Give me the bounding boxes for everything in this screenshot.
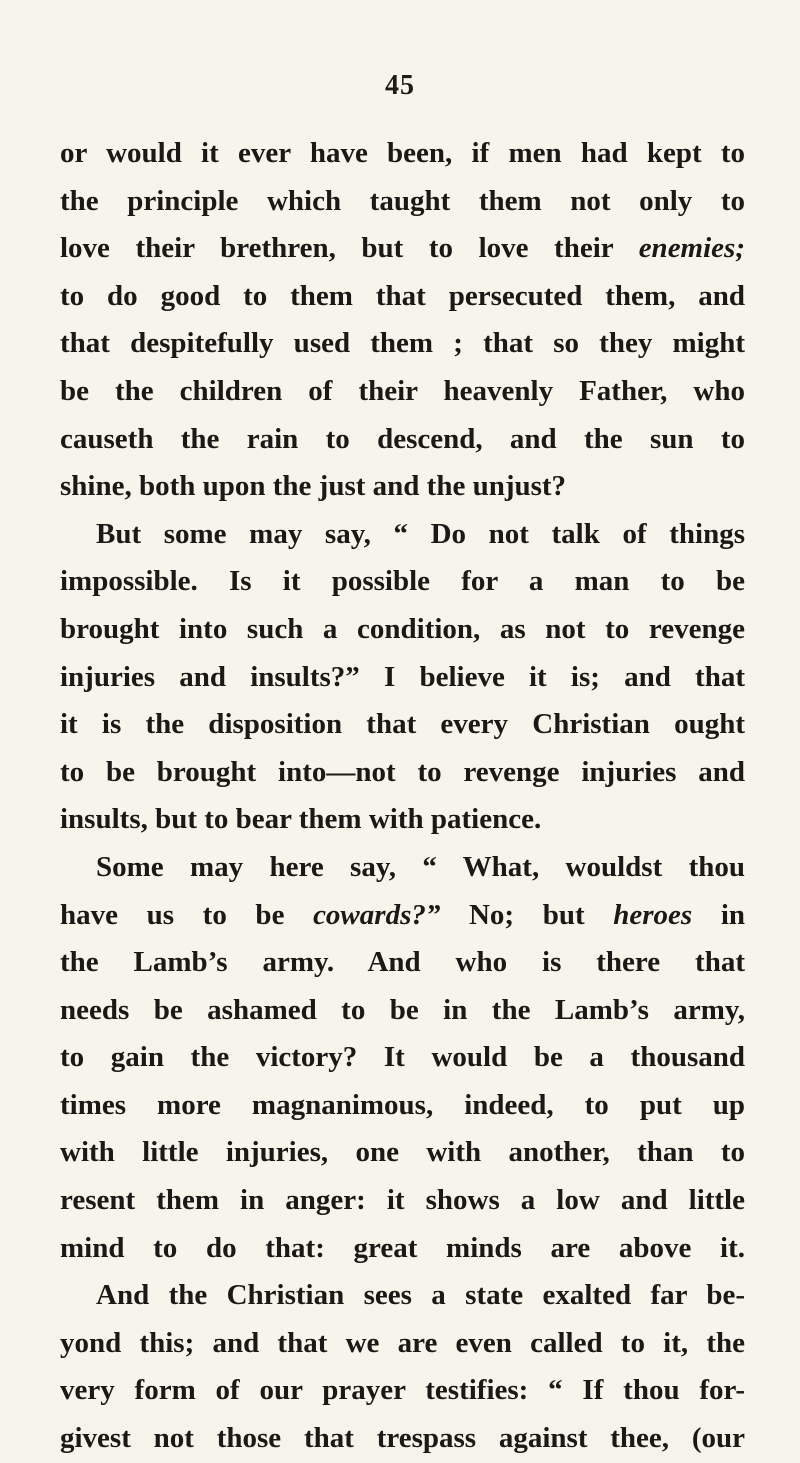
text-line: be the children of their heavenly Father, who [60, 374, 745, 407]
text-line: yond this; and that we are even called to it, the [60, 1326, 745, 1359]
text-line: mind to do that: great minds are above it. [60, 1231, 745, 1264]
text-line: needs be ashamed to be in the Lamb’s army, [60, 993, 745, 1026]
italic-word: enemies; [638, 232, 745, 265]
text-line: Some may here say, “ What, wouldst thou [96, 850, 745, 883]
text-line: love their brethren, but to love their enemies; [60, 232, 745, 265]
text-line: resent them in anger: it shows a low and little [60, 1184, 745, 1217]
text-line: it is the disposition that every Christian ought [60, 708, 745, 741]
text-line: causeth the rain to descend, and the sun to [60, 422, 745, 455]
page-number: 45 [385, 70, 415, 101]
italic-word: heroes [613, 898, 693, 931]
text-line: that despitefully used them ; that so they might [60, 327, 745, 360]
text-line: insults, but to bear them with patience. [60, 803, 542, 836]
text-line: the Lamb’s army. And who is there that [60, 946, 745, 979]
text-line: injuries and insults?” I believe it is; and that [60, 660, 745, 693]
body-text [60, 130, 745, 1463]
text-line: And the Christian sees a state exalted far be- [96, 1279, 745, 1312]
text-line: to be brought into—not to revenge injuries and [60, 755, 745, 788]
text-line: givest not those that trespass against thee, (our [60, 1422, 745, 1455]
text-line: times more magnanimous, indeed, to put up [60, 1088, 745, 1121]
text-line: impossible. Is it possible for a man to be [60, 565, 745, 598]
italic-word: cowards?” [313, 898, 441, 931]
text-line: very form of our prayer testifies: “ If thou for- [60, 1374, 745, 1407]
text-line: to gain the victory? It would be a thousand [60, 1041, 745, 1074]
text-line: have us to be cowards?” No; but heroes in [60, 898, 746, 931]
text-line: the principle which taught them not only to [60, 184, 745, 217]
text-line: with little injuries, one with another, than to [60, 1136, 745, 1169]
text-line: brought into such a condition, as not to revenge [60, 612, 745, 645]
text-line: shine, both upon the just and the unjust? [60, 470, 567, 503]
text-line: to do good to them that persecuted them, and [60, 279, 745, 312]
text-line: But some may say, “ Do not talk of things [96, 517, 745, 550]
text-line: or would it ever have been, if men had kept to [60, 137, 745, 169]
